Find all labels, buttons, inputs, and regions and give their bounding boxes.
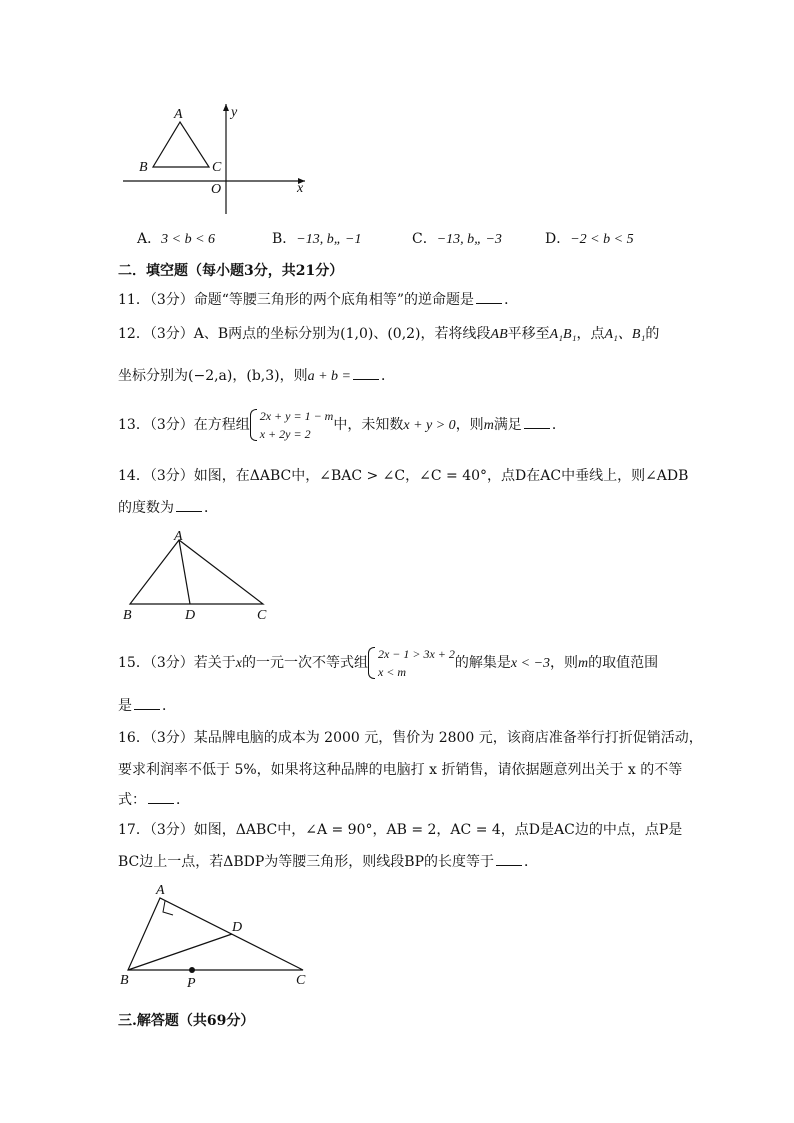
question-12-line-1: 12．（3分）A、B两点的坐标分别为(1,0)、(0,2)，若将线段AB平移至A₁B₁，点A₁、B₁的: [118, 326, 660, 342]
label-b: B: [120, 973, 129, 988]
answer-blank: [476, 291, 502, 304]
triangle-abc: [130, 540, 263, 604]
option-c: C．−13, b„ −3: [412, 231, 502, 247]
question-17-line-2: BC边上一点，若ΔBDP为等腰三角形，则线段BP的长度等于 ．: [118, 854, 539, 870]
figure-q10-axes-triangle: [115, 100, 315, 220]
equation-system: 2x + y = 1 − m x + 2y = 2: [250, 407, 334, 443]
question-16-line-2: 要求利润率不低于 5%，如果将这种品牌的电脑打 x 折销售，请依据题意列出关于 x 的不等: [118, 762, 683, 778]
label-origin: O: [211, 182, 222, 197]
label-a: A: [174, 107, 183, 122]
question-12-line-2: 坐标分别为(−2,a)，(b,3)，则a + b = ．: [118, 368, 396, 384]
label-a: A: [174, 529, 183, 544]
label-p: P: [187, 976, 196, 991]
inequality-system: 2x − 1 > 3x + 2 x < m: [368, 645, 455, 681]
label-c: C: [212, 160, 222, 175]
segment-ad: [179, 540, 190, 604]
label-y: y: [231, 105, 238, 120]
label-c: C: [296, 973, 306, 988]
right-angle-mark: [163, 901, 173, 915]
option-a: A．3 < b < 6: [137, 231, 216, 247]
point-p: [189, 967, 195, 973]
label-d: D: [185, 608, 196, 623]
label-a: A: [156, 883, 165, 898]
question-15-line-1: 15．（3分）若关于x的一元一次不等式组2x − 1 > 3x + 2 x < m的解集是x < −3，则m的取值范围: [118, 647, 659, 679]
question-16-line-3: 式： ．: [118, 792, 190, 808]
option-d: D．−2 < b < 5: [545, 231, 634, 247]
answer-blank: [353, 367, 379, 380]
answer-blank: [524, 416, 550, 429]
label-b: B: [123, 608, 132, 623]
section-heading-solutions: 三.解答题（共69分）: [118, 1013, 255, 1029]
label-d: D: [232, 920, 243, 935]
label-x: x: [297, 181, 304, 196]
question-14-line-1: 14．（3分）如图，在ΔABC中，∠BAC > ∠C，∠C = 40°，点D在AC中垂线上，则∠ADB: [118, 468, 689, 484]
question-11: 11．（3分）命题“等腰三角形的两个底角相等”的逆命题是 ．: [118, 292, 519, 308]
answer-blank: [134, 697, 160, 710]
question-16-line-1: 16．（3分）某品牌电脑的成本为 2000 元，售价为 2800 元，该商店准备举行打折促销活动，: [118, 730, 703, 746]
question-13: 13．（3分）在方程组2x + y = 1 − m x + 2y = 2中，未知数x + y > 0，则m满足 ．: [118, 409, 566, 441]
figure-q17-right-triangle: [115, 880, 325, 992]
segment-bd: [128, 934, 232, 970]
answer-blank: [176, 499, 202, 512]
section-heading-fill-in: 二．填空题（每小题3分，共21分）: [118, 263, 344, 279]
question-14-line-2: 的度数为 ．: [118, 500, 218, 516]
question-17-line-1: 17．（3分）如图，ΔABC中，∠A = 90°，AB = 2，AC = 4，点D是AC边的中点，点P是: [118, 822, 683, 838]
label-b: B: [139, 160, 148, 175]
question-15-line-2: 是 ．: [118, 698, 176, 714]
option-b: B．−13, b„ −1: [272, 231, 362, 247]
label-c: C: [257, 608, 267, 623]
triangle-abc: [153, 122, 209, 167]
figure-q14-triangle: [115, 528, 285, 623]
triangle-abc: [128, 898, 303, 970]
answer-blank: [148, 791, 174, 804]
answer-blank: [496, 853, 522, 866]
